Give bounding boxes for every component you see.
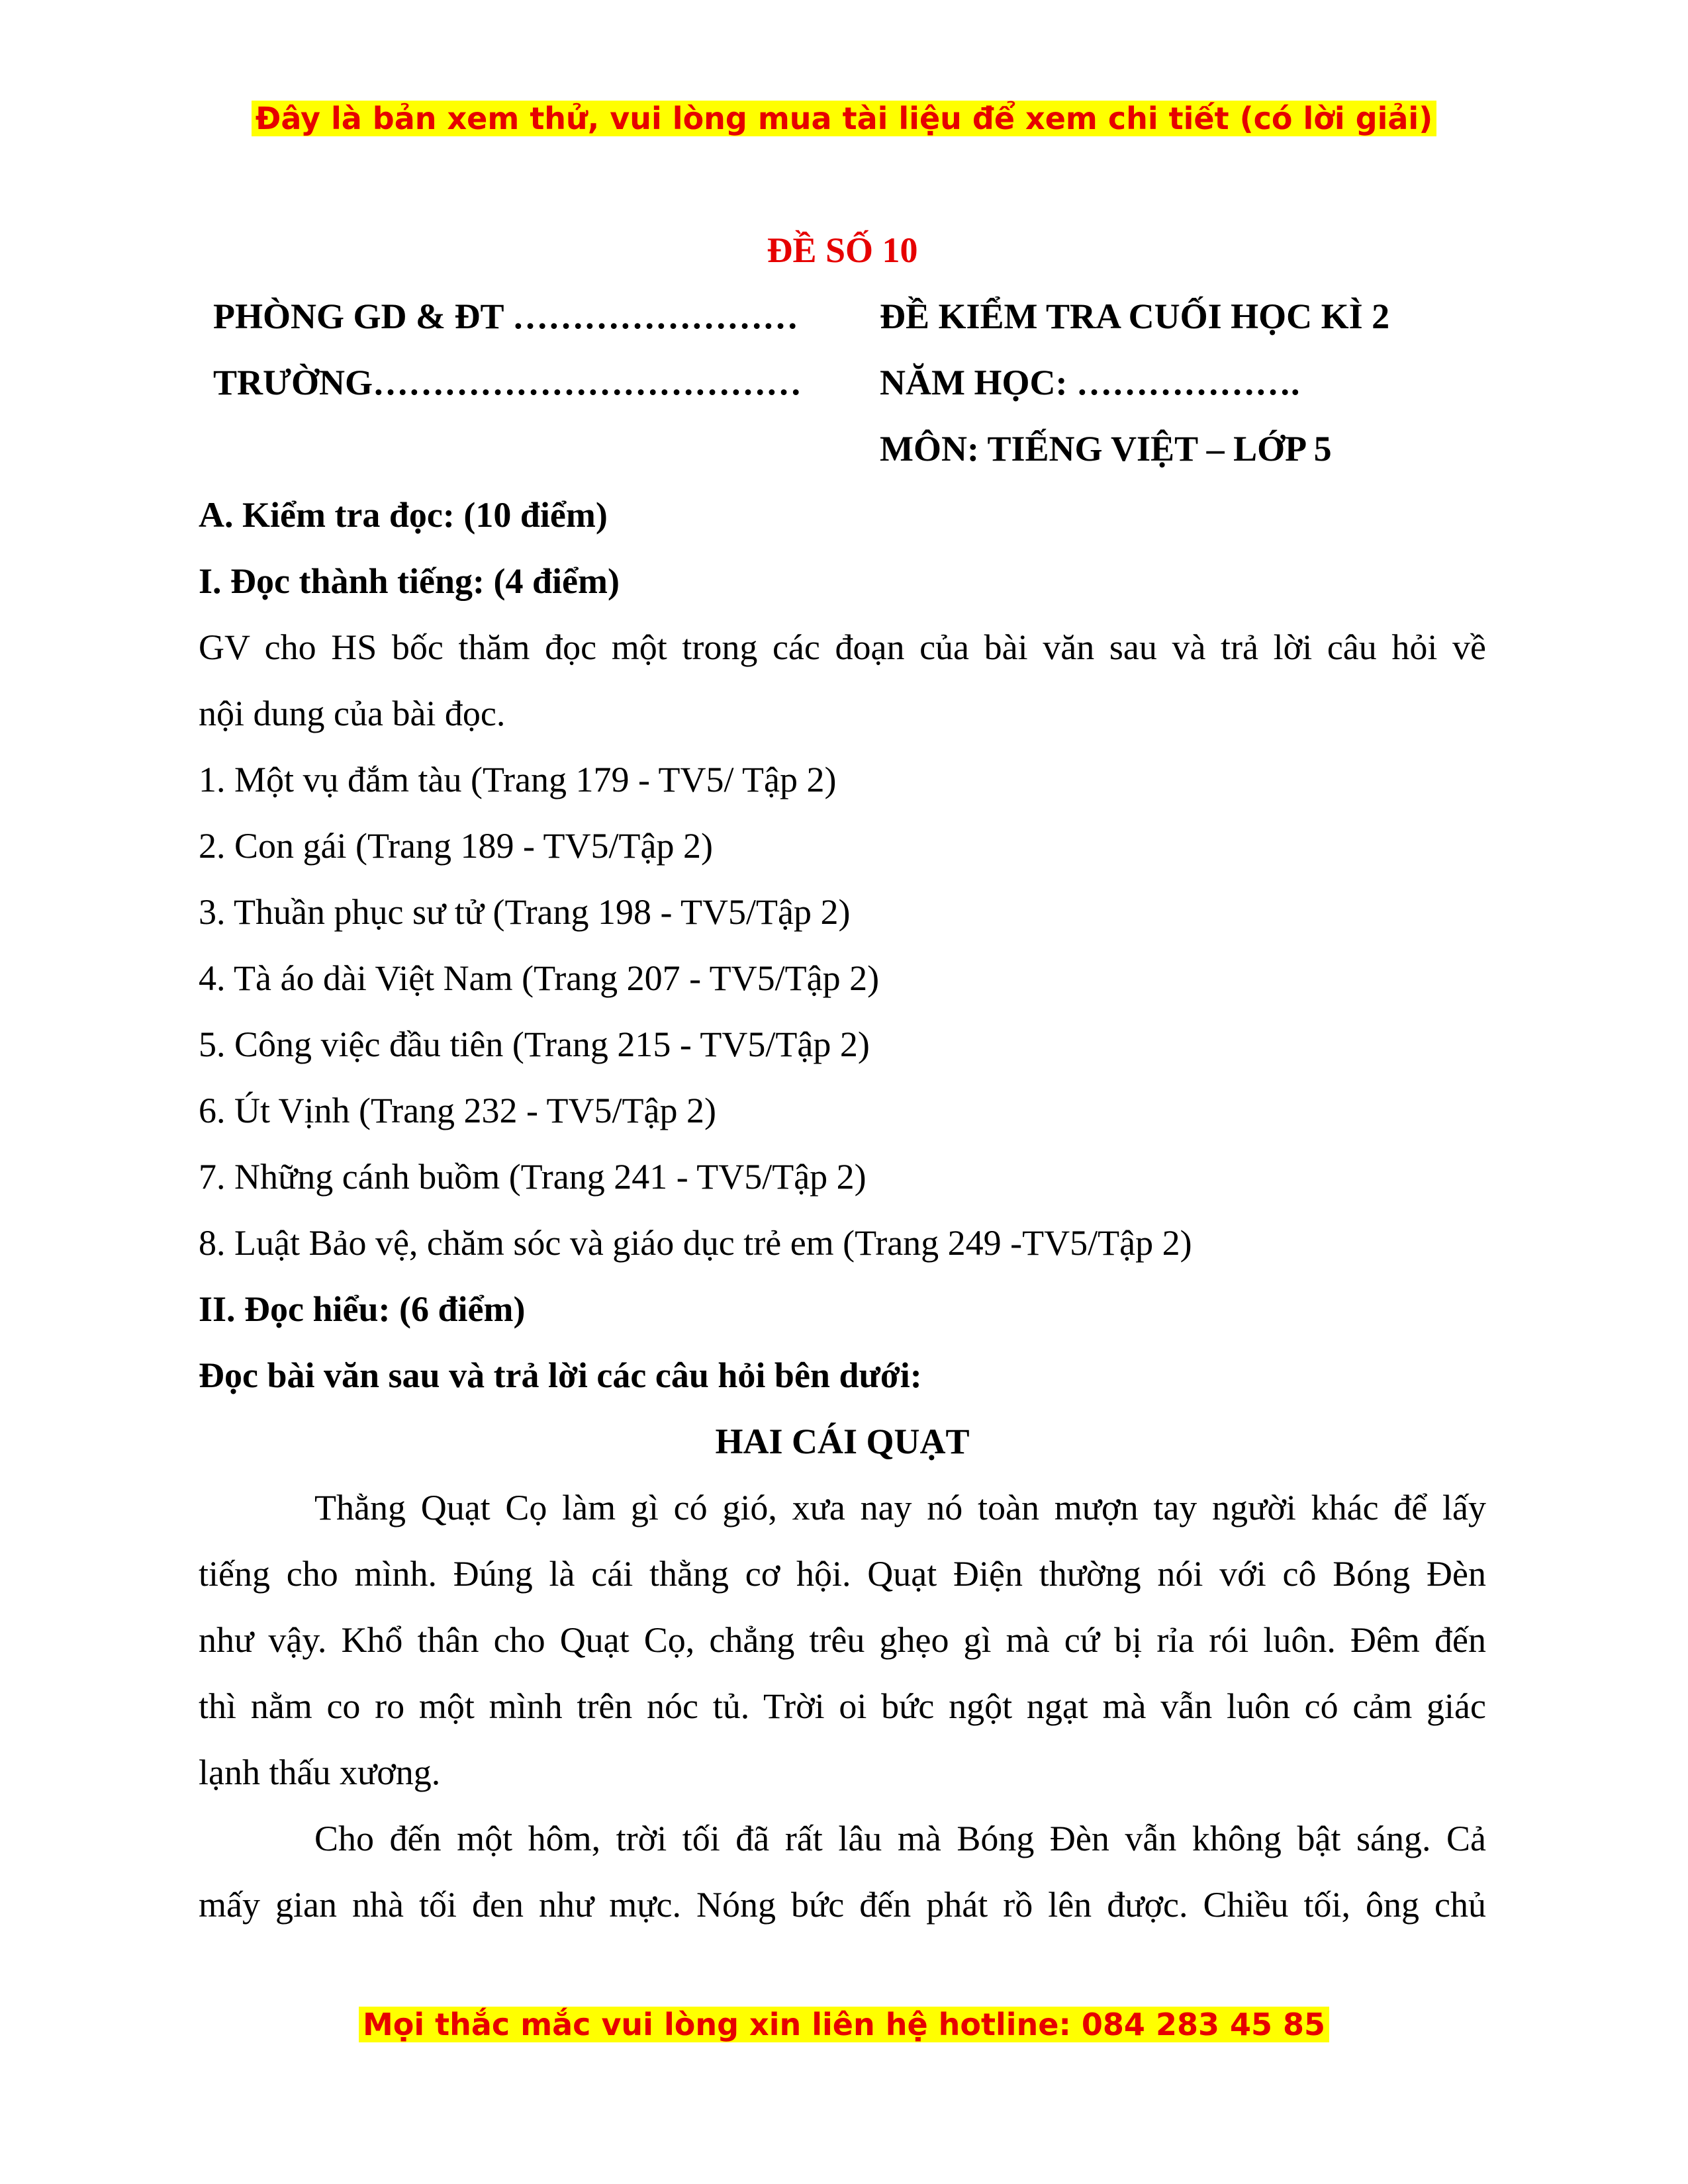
education-office: PHÒNG GD & ĐT ……………………	[213, 296, 799, 336]
story-paragraph-line: lạnh thấu xương.	[199, 1752, 441, 1792]
header-row-2	[199, 349, 1486, 416]
school-year: NĂM HỌC: ……………….	[880, 363, 1300, 402]
reading-list-item: 6. Út Vịnh (Trang 232 - TV5/Tập 2)	[199, 1091, 716, 1130]
story-paragraph-line: Cho đến một hôm, trời tối đã rất lâu mà Bóng Đèn vẫn không bật sáng. Cả	[314, 1819, 1486, 1858]
reading-list-item: 3. Thuần phục sư tử (Trang 198 - TV5/Tập 2)	[199, 892, 851, 932]
exam-title: ĐỀ KIỂM TRA CUỐI HỌC KÌ 2	[880, 296, 1390, 336]
hotline-banner	[0, 2004, 1688, 2045]
reading-list-item: 7. Những cánh buồm (Trang 241 - TV5/Tập 2)	[199, 1157, 867, 1197]
reading-list-item: 2. Con gái (Trang 189 - TV5/Tập 2)	[199, 826, 713, 866]
subject-grade: MÔN: TIẾNG VIỆT – LỚP 5	[880, 429, 1332, 469]
header-row-1	[199, 283, 1486, 349]
section-ii-heading: II. Đọc hiểu: (6 điểm)	[199, 1289, 526, 1329]
instruction-line: GV cho HS bốc thăm đọc một trong các đoạn của bài văn sau và trả lời câu hỏi về	[199, 627, 1486, 667]
instruction-line: nội dung của bài đọc.	[199, 694, 506, 733]
story-paragraph-line: tiếng cho mình. Đúng là cái thằng cơ hội. Quạt Điện thường nói với cô Bóng Đèn	[199, 1554, 1486, 1594]
story-paragraph-line: như vậy. Khổ thân cho Quạt Cọ, chẳng trêu ghẹo gì mà cứ bị rỉa rói luôn. Đêm đến	[199, 1620, 1486, 1660]
section-i-heading: I. Đọc thành tiếng: (4 điểm)	[199, 561, 620, 601]
header-row-3	[199, 416, 1486, 482]
reading-list-item: 4. Tà áo dài Việt Nam (Trang 207 - TV5/Tập 2)	[199, 958, 880, 998]
exam-content	[199, 217, 1486, 1938]
story-paragraph-line: Thằng Quạt Cọ làm gì có gió, xưa nay nó toàn mượn tay người khác để lấy	[314, 1488, 1486, 1527]
exam-number: ĐỀ SỐ 10	[767, 230, 918, 270]
section-ii-instruction: Đọc bài văn sau và trả lời các câu hỏi bên dưới:	[199, 1355, 922, 1395]
school-name: TRƯỜNG………………………………	[213, 363, 802, 402]
story-title: HAI CÁI QUẠT	[715, 1422, 970, 1461]
reading-list-item: 1. Một vụ đắm tàu (Trang 179 - TV5/ Tập 2)	[199, 760, 837, 799]
reading-list-item: 5. Công việc đầu tiên (Trang 215 - TV5/Tập 2)	[199, 1024, 870, 1064]
section-a-heading: A. Kiểm tra đọc: (10 điểm)	[199, 495, 608, 535]
preview-notice-text: Đây là bản xem thử, vui lòng mua tài liệu để xem chi tiết (có lời giải)	[252, 101, 1436, 136]
preview-notice-banner	[0, 98, 1688, 139]
story-paragraph-line: thì nằm co ro một mình trên nóc tủ. Trời oi bức ngột ngạt mà vẫn luôn có cảm giác	[199, 1686, 1486, 1726]
hotline-text: Mọi thắc mắc vui lòng xin liên hệ hotline: 084 283 45 85	[359, 2007, 1329, 2042]
story-paragraph-line: mấy gian nhà tối đen như mực. Nóng bức đến phát rồ lên được. Chiều tối, ông chủ	[199, 1885, 1486, 1925]
reading-list-item: 8. Luật Bảo vệ, chăm sóc và giáo dục trẻ em (Trang 249 -TV5/Tập 2)	[199, 1223, 1192, 1263]
